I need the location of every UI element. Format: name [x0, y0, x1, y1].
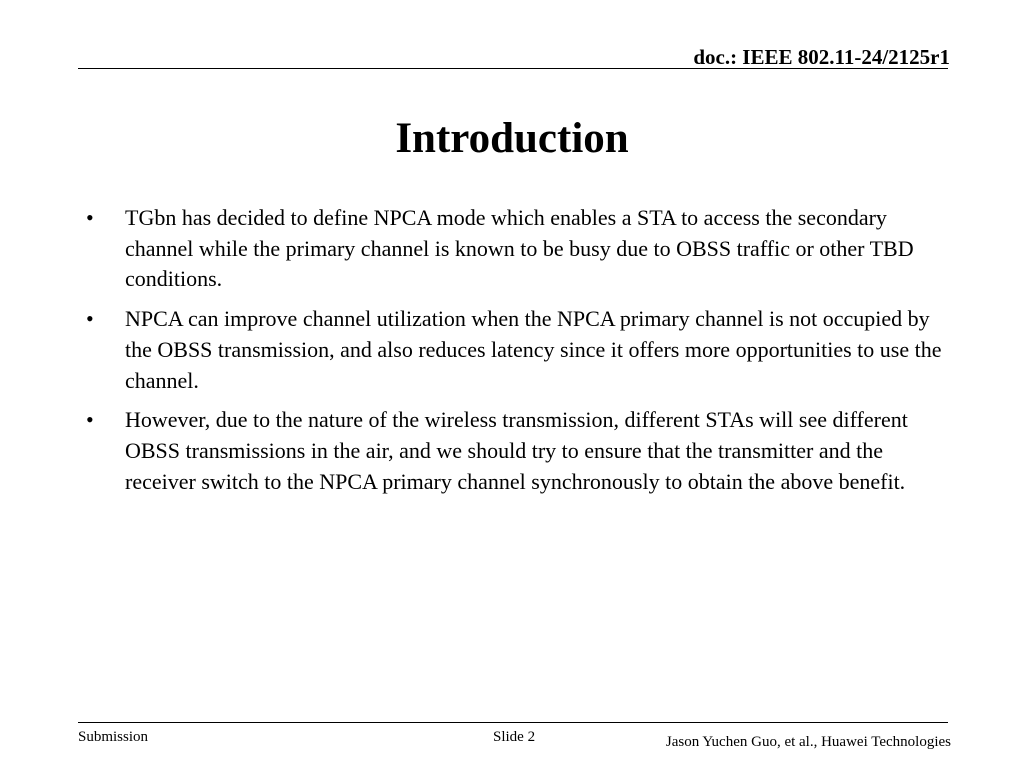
footer-submission: Submission — [78, 729, 149, 745]
bullet-list — [86, 203, 956, 506]
bullet-item — [86, 304, 956, 396]
document-id: doc.: IEEE 802.11-24/2125r1 — [693, 45, 950, 69]
bullet-item — [86, 405, 956, 497]
bullet-marker: • — [86, 205, 94, 230]
footer-divider — [78, 722, 948, 723]
header-divider — [78, 68, 948, 69]
bullet-item — [86, 203, 956, 295]
bullet-text: NPCA can improve channel utilization when the NPCA primary channel is not occupied by the OBSS transmission, and also reduces latency since it offers more opportunities to use the channel. — [125, 306, 942, 393]
slide-number: Slide 2 — [493, 729, 536, 745]
bullet-text: TGbn has decided to define NPCA mode which enables a STA to access the secondary channel while the primary channel is known to be busy due to OBSS traffic or other TBD conditions. — [125, 205, 914, 292]
slide-title: Introduction — [395, 115, 629, 162]
footer-authors: Jason Yuchen Guo, et al., Huawei Technologies — [665, 734, 951, 750]
bullet-marker: • — [86, 306, 94, 332]
bullet-text: However, due to the nature of the wireless transmission, different STAs will see different OBSS transmissions in the air, and we should try to ensure that the transmitter and the receiver switch to the NPCA primary channel synchronously to obtain the above benefit. — [125, 407, 908, 494]
bullet-marker: • — [86, 407, 94, 433]
